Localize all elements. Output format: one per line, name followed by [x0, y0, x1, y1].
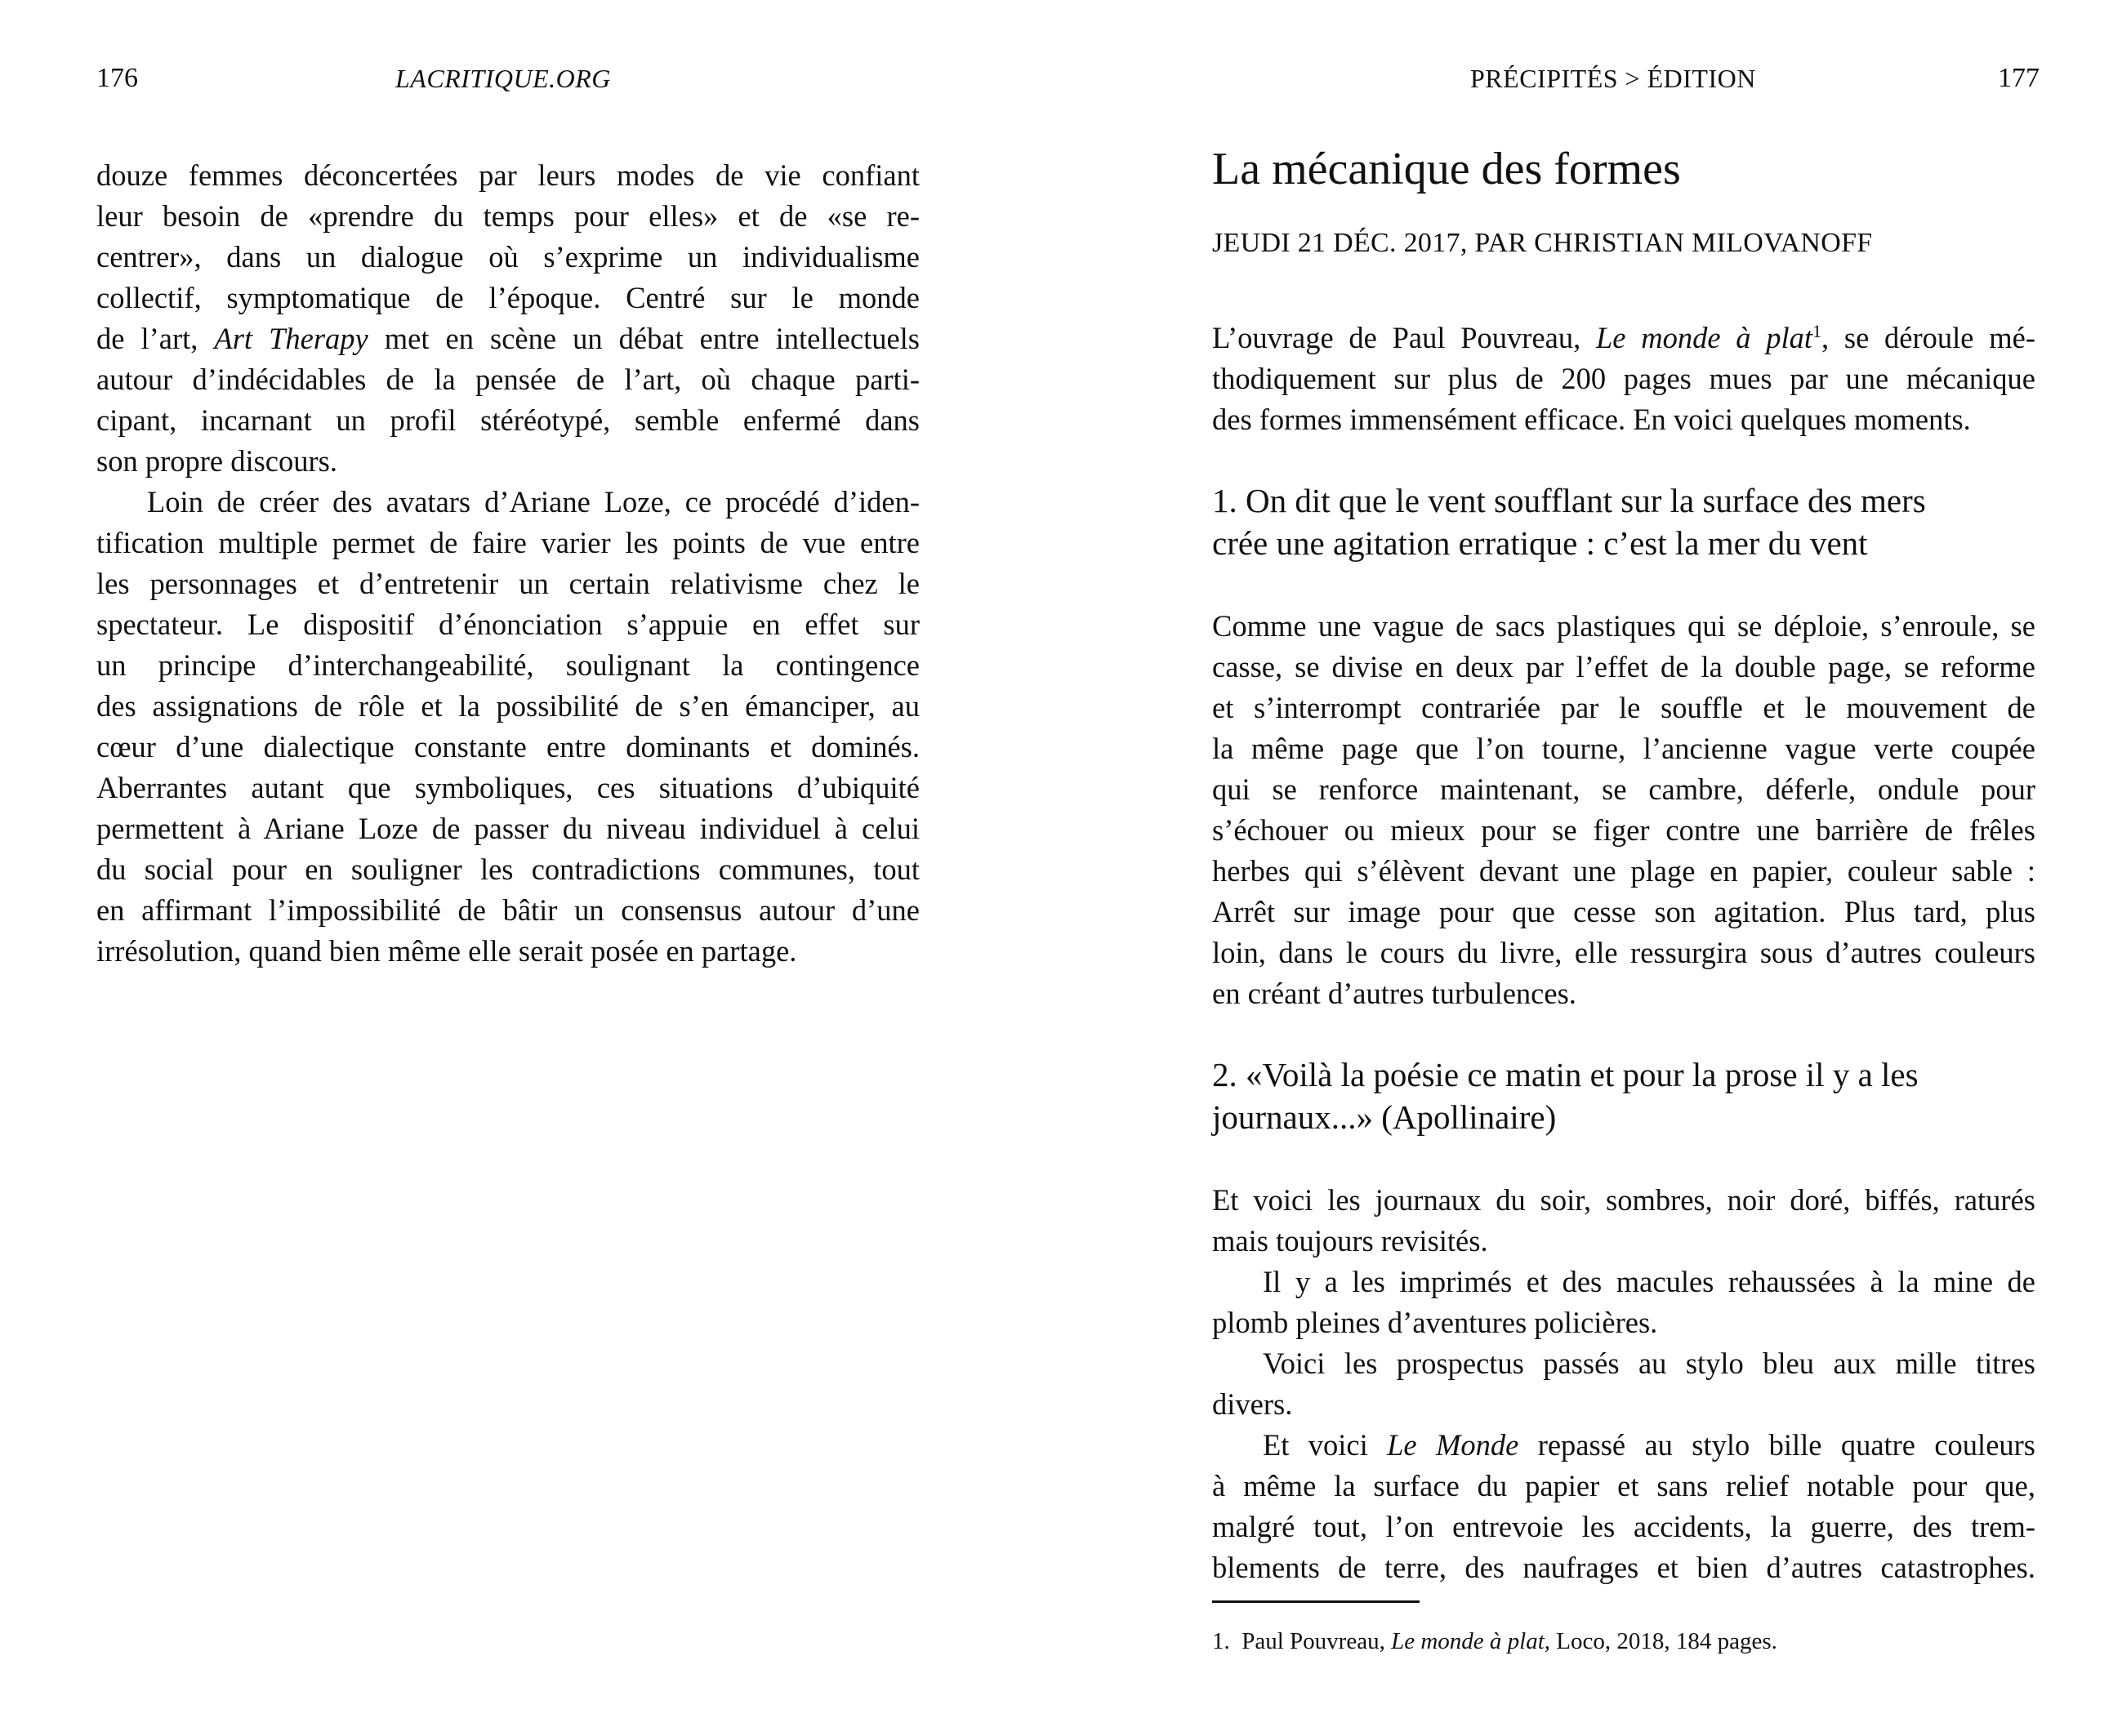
text-line: thodiquement sur plus de 200 pages mues par une mécanique [1212, 362, 2035, 395]
text-line: un principe d’interchangeabilité, soulignant la contingence [96, 648, 920, 682]
text-line: Il y a les imprimés et des macules rehaussées à la mine de [1263, 1265, 2035, 1298]
text-line: cipant, incarnant un profil stéréotypé, semble enfermé dans [96, 403, 920, 437]
newspaper-title: Le Monde [1387, 1428, 1519, 1462]
text-line: douze femmes déconcertées par leurs modes de vie confiant [96, 158, 920, 192]
text-line: du social pour en souligner les contradictions communes, tout [96, 852, 920, 886]
body-text [96, 155, 920, 972]
text-line: collectif, symptomatique de l’époque. Centré sur le monde [96, 281, 920, 314]
section-2-body [1212, 1180, 2035, 1588]
footnote-ref: 1 [1812, 320, 1822, 341]
text-line: mais toujours revisités. [1212, 1224, 1488, 1257]
text-line: irrésolution, quand bien même elle serait posée en partage. [96, 934, 797, 968]
section-1-body [1212, 606, 2035, 1014]
text-line: permettent à Ariane Loze de passer du niveau individuel à celui [96, 812, 920, 845]
text-line: loin, dans le cours du livre, elle ressurgira sous d’autres couleurs [1212, 936, 2035, 969]
article-byline: JEUDI 21 DÉC. 2017, PAR CHRISTIAN MILOVANOFF [1212, 228, 1873, 258]
footnote: 1. Paul Pouvreau, Le monde à plat, Loco, 2018, 184 pages. [1212, 1628, 1777, 1654]
text-line: Et voici Le Monde repassé au stylo bille quatre couleurs [1263, 1428, 2036, 1462]
text-line: autour d’indécidables de la pensée de l’art, où chaque parti- [96, 363, 920, 396]
running-head: LACRITIQUE.ORG [395, 64, 611, 93]
page-number: 176 [96, 63, 138, 93]
text-line: et s’interrompt contrariée par le souffle et le mouvement de [1212, 691, 2035, 724]
text-line: Arrêt sur image pour que cesse son agitation. Plus tard, plus [1212, 895, 2035, 928]
text-line: de l’art, Art Therapy met en scène un débat entre intellectuels [96, 322, 921, 355]
text-line: spectateur. Le dispositif d’énonciation s’appuie en effet sur [96, 608, 920, 641]
running-head: PRÉCIPITÉS > ÉDITION [1470, 64, 1756, 93]
footnote-number: 1. [1212, 1628, 1230, 1654]
text-line: en créant d’autres turbulences. [1212, 977, 1576, 1010]
section-heading-2 [1212, 1053, 2035, 1138]
text-line: la même page que l’on tourne, l’ancienne vague verte coupée [1212, 732, 2035, 765]
text-line: tification multiple permet de faire varier les points de vue entre [96, 526, 920, 559]
article-title: La mécanique des formes [1212, 144, 1681, 194]
text-line: son propre discours. [96, 444, 337, 478]
heading-line: journaux...» (Apollinaire) [1212, 1098, 1557, 1136]
text-line: blements de terre, des naufrages et bien d’autres catastrophes. [1212, 1551, 2035, 1584]
work-title: Art Therapy [214, 322, 368, 355]
text-line: Loin de créer des avatars d’Ariane Loze, ce procédé d’iden- [147, 485, 920, 519]
heading-line: 2. «Voilà la poésie ce matin et pour la prose il y a les [1212, 1056, 1919, 1093]
text-line: malgré tout, l’on entrevoie les accidents, la guerre, des trem- [1212, 1510, 2035, 1543]
text-line: Et voici les journaux du soir, sombres, noir doré, biffés, raturés [1212, 1183, 2035, 1217]
section-heading-1 [1212, 479, 2035, 564]
text-line: plomb pleines d’aventures policières. [1212, 1306, 1658, 1339]
text-line: qui se renforce maintenant, se cambre, déferle, ondule pour [1212, 772, 2035, 806]
text-line: centrer», dans un dialogue où s’exprime un individualisme [96, 240, 920, 274]
text-line: casse, se divise en deux par l’effet de la double page, se reforme [1212, 650, 2035, 683]
work-title: Le monde à plat [1595, 321, 1813, 354]
heading-line: 1. On dit que le vent soufflant sur la surface des mers [1212, 482, 1926, 519]
text-line: Aberrantes autant que symboliques, ces situations d’ubiquité [96, 771, 920, 804]
text-line: Voici les prospectus passés au stylo bleu aux mille titres [1263, 1347, 2035, 1380]
text-line: en affirmant l’impossibilité de bâtir un consensus autour d’une [96, 893, 920, 927]
text-line: s’échouer ou mieux pour se figer contre une barrière de frêles [1212, 813, 2035, 847]
text-line: cœur d’une dialectique constante entre dominants et dominés. [96, 730, 920, 763]
text-line: divers. [1212, 1387, 1293, 1421]
text-line: des formes immensément efficace. En voici quelques moments. [1212, 403, 1971, 436]
text-line: les personnages et d’entretenir un certain relativisme chez le [96, 567, 920, 600]
page-number: 177 [1998, 63, 2040, 93]
text-line: des assignations de rôle et la possibilité de s’en émanciper, au [96, 689, 920, 723]
footnote-divider [1212, 1600, 1420, 1603]
text-line: L’ouvrage de Paul Pouvreau, Le monde à plat$^1$, se déroule mé- [1212, 320, 2035, 354]
text-line: herbes qui s’élèvent devant une plage en papier, couleur sable : [1212, 854, 2035, 888]
intro-paragraph [1212, 318, 2035, 440]
text-line: leur besoin de «prendre du temps pour elles» et de «se re- [96, 199, 920, 233]
work-title: Le monde à plat [1391, 1628, 1545, 1654]
text-line: Comme une vague de sacs plastiques qui se déploie, s’enroule, se [1212, 609, 2035, 643]
text-line: à même la surface du papier et sans relief notable pour que, [1212, 1469, 2035, 1502]
heading-line: crée une agitation erratique : c’est la mer du vent [1212, 524, 1868, 562]
right-page [1061, 0, 2122, 1736]
